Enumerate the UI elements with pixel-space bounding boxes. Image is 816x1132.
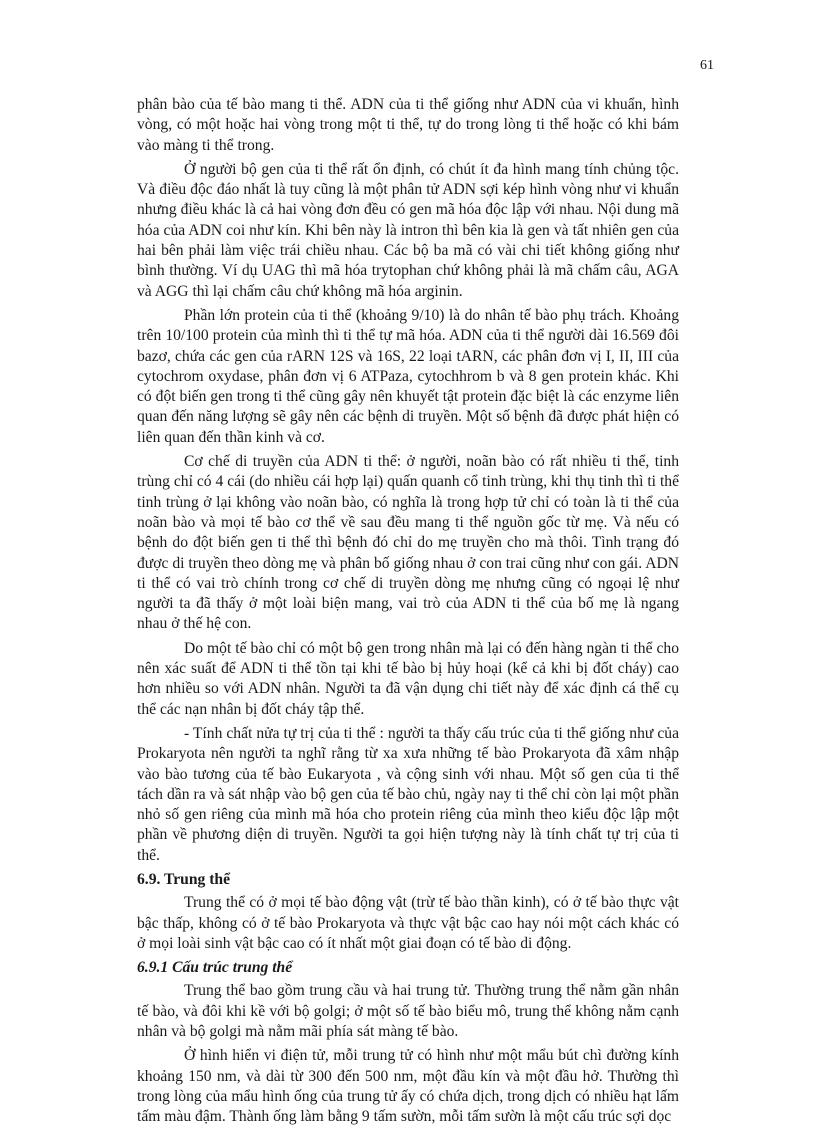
paragraph: Ở người bộ gen của ti thể rất ổn định, có chút ít đa hình mang tính chủng tộc. Và điều độc đáo nhất là tuy cũng là một phân tử ADN sợi kép hình vòng như vi khuẩn nhưng điều khác là cả hai vòng đơn đều có gen mã hóa độc lập với nhau. Nội dung mã hóa của ADN coi như kín. Khi bên này là intron thì bên kia là gen và tất nhiên gen của hai bên phải làm việc trái chiều nhau. Các bộ ba mã có vài chi tiết không giống như bình thường. Ví dụ UAG thì mã hóa trytophan chứ không phải là mã chấm câu, AGA và AGG thì lại chấm câu chứ không mã hóa arginin. [137,160,679,300]
paragraph: Do một tế bào chỉ có một bộ gen trong nhân mà lại có đến hàng ngàn ti thể cho nên xác suất để ADN ti thể tồn tại khi tế bào bị hủy hoại (kể cả khi bị đốt cháy) cao hơn nhiều so với ADN nhân. Người ta đã vận dụng chi tiết này để xác định cá thể cụ thể các nạn nhân bị đốt cháy tập thể. [137,639,679,718]
section-heading: 6.9. Trung thể [137,870,230,888]
paragraph: Trung thể có ở mọi tế bào động vật (trừ tế bào thần kinh), có ở tế bào thực vật bậc thấp, không có ở tế bào Prokaryota và thực vật bậc cao hay nói một cách khác có ở mọi loài sinh vật bậc cao có ít nhất một giai đoạn có tế bào di động. [137,894,679,952]
page-number: 61 [700,58,714,73]
paragraph: phân bào của tế bào mang ti thể. ADN của ti thể giống như ADN của vi khuẩn, hình vòng, có một hoặc hai vòng trong một ti thể, tự do trong lòng ti thể hoặc có khi bám vào màng ti thể trong. [137,96,679,154]
subsection-heading: 6.9.1 Cấu trúc trung thể [137,959,293,977]
paragraph: Ở hình hiển vi điện tử, mỗi trung tử có hình như một mẩu bút chì đường kính khoảng 150 nm, và dài từ 300 đến 500 nm, một đầu kín và một đầu hở. Thường thì trong lòng của mẩu hình ống của trung tử ấy có chứa dịch, trong dịch có nhiều hạt lấm tấm màu đậm. Thành ống làm bằng 9 tấm sườn, mỗi tấm sườn là một cấu trúc sợi dọc [137,1047,679,1126]
paragraph: - Tính chất nửa tự trị của ti thể : người ta thấy cấu trúc của ti thể giống như của Prokaryota nên người ta nghĩ rằng từ xa xưa những tế bào Prokaryota đã xâm nhập vào bào tương của tế bào Eukaryota , và cộng sinh với nhau. Một số gen của ti thể tách dần ra và sát nhập vào bộ gen của tế bào chủ, ngày nay ti thể chỉ còn lại một phần nhỏ số gen riêng của mình mã hóa cho protein riêng của mình theo kiểu độc lập một phần về phương diện di truyền. Người ta gọi hiện tượng này là tính chất tự trị của ti thể. [137,724,679,864]
document-body [137,95,679,1132]
paragraph: Trung thể bao gồm trung cầu và hai trung tử. Thường trung thể nằm gần nhân tế bào, và đôi khi kề với bộ golgi; ở một số tế bào biểu mô, trung thể không nằm cạnh nhân và bộ golgi mà nằm mãi phía sát màng tế bào. [137,982,679,1041]
paragraph: Cơ chế di truyền của ADN ti thể: ở người, noãn bào có rất nhiều ti thể, tinh trùng chỉ có 4 cái (do nhiều cái hợp lại) quấn quanh cổ tinh trùng, khi thụ tinh thì ti thể tinh trùng ở lại không vào noãn bào, có nghĩa là trong hợp tử chỉ có toàn là ti thể của noãn bào và mọi tế bào cơ thể về sau đều mang ti thể nguồn gốc từ mẹ. Và nếu có bệnh do đột biến gen ti thể thì bệnh đó chỉ do mẹ truyền cho mà thôi. Tình trạng đó được di truyền theo dòng mẹ và phân bố giống nhau ở con trai cũng như con gái. ADN ti thể có vai trò chính trong cơ chế di truyền dòng mẹ nhưng cũng có ngoại lệ như người ta đã thấy ở một loài biện mang, vai trò của ADN ti thể của bố mẹ là ngang nhau ở thế hệ con. [137,453,679,633]
paragraph: Phần lớn protein của ti thể (khoảng 9/10) là do nhân tế bào phụ trách. Khoảng trên 10/100 protein của mình thì ti thể tự mã hóa. ADN của ti thể người dài 16.569 đôi bazơ, chứa các gen của rARN 12S và 16S, 22 loại tARN, các phân đơn vị I, II, III của cytochrom oxydase, phân đơn vị 6 ATPaza, cytochhrom b và 8 gen protein khác. Khi có đột biến gen trong ti thể cũng gây nên khuyết tật protein đặc biệt là các enzyme liên quan đến năng lượng sẽ gây nên các bệnh di truyền. Một số bệnh đã được phát hiện có liên quan đến thần kinh và cơ. [137,306,679,446]
